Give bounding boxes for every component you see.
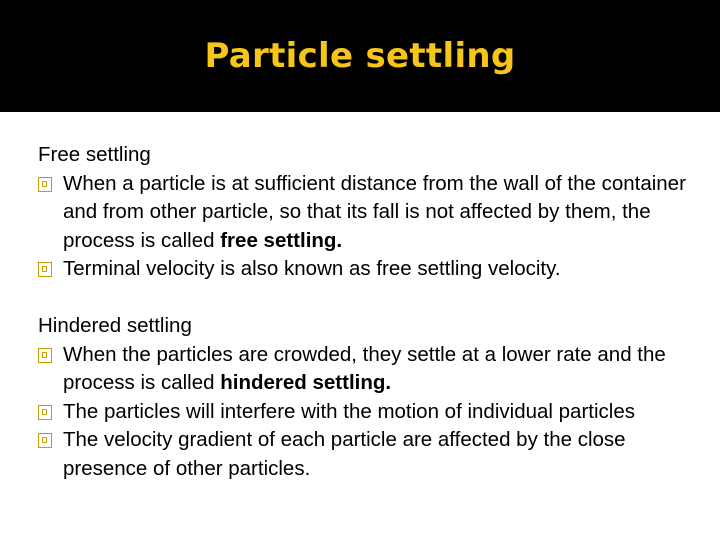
box-bullet-icon bbox=[38, 262, 52, 277]
bullet-text: When a particle is at sufficient distance from the wall of the container and from other particle, so that its fall is not affected by them, the process is called bbox=[63, 171, 686, 252]
slide-content bbox=[38, 141, 688, 483]
slide-title: Particle settling bbox=[204, 36, 516, 76]
section-heading-free-settling: Free settling bbox=[38, 143, 151, 166]
box-bullet-icon bbox=[38, 433, 52, 448]
bullet-item bbox=[38, 341, 688, 398]
hindered-settling-section bbox=[38, 312, 688, 483]
bullet-bold-term: free settling. bbox=[220, 228, 343, 252]
bullet-item bbox=[38, 170, 688, 256]
bullet-text: Terminal velocity is also known as free settling velocity. bbox=[63, 257, 561, 280]
bullet-item bbox=[38, 255, 688, 284]
bullet-item bbox=[38, 398, 688, 427]
section-heading-hindered-settling: Hindered settling bbox=[38, 314, 192, 337]
bullet-text: The particles will interfere with the motion of individual particles bbox=[63, 399, 635, 423]
free-settling-section bbox=[38, 141, 688, 284]
bullet-text: The velocity gradient of each particle are affected by the close presence of other particles. bbox=[63, 428, 626, 480]
bullet-item bbox=[38, 426, 688, 483]
box-bullet-icon bbox=[38, 177, 52, 192]
bullet-text: When the particles are crowded, they settle at a lower rate and the process is called bbox=[63, 342, 666, 394]
bullet-bold-term: hindered settling. bbox=[220, 371, 392, 394]
box-bullet-icon bbox=[38, 348, 52, 363]
box-bullet-icon bbox=[38, 405, 52, 420]
